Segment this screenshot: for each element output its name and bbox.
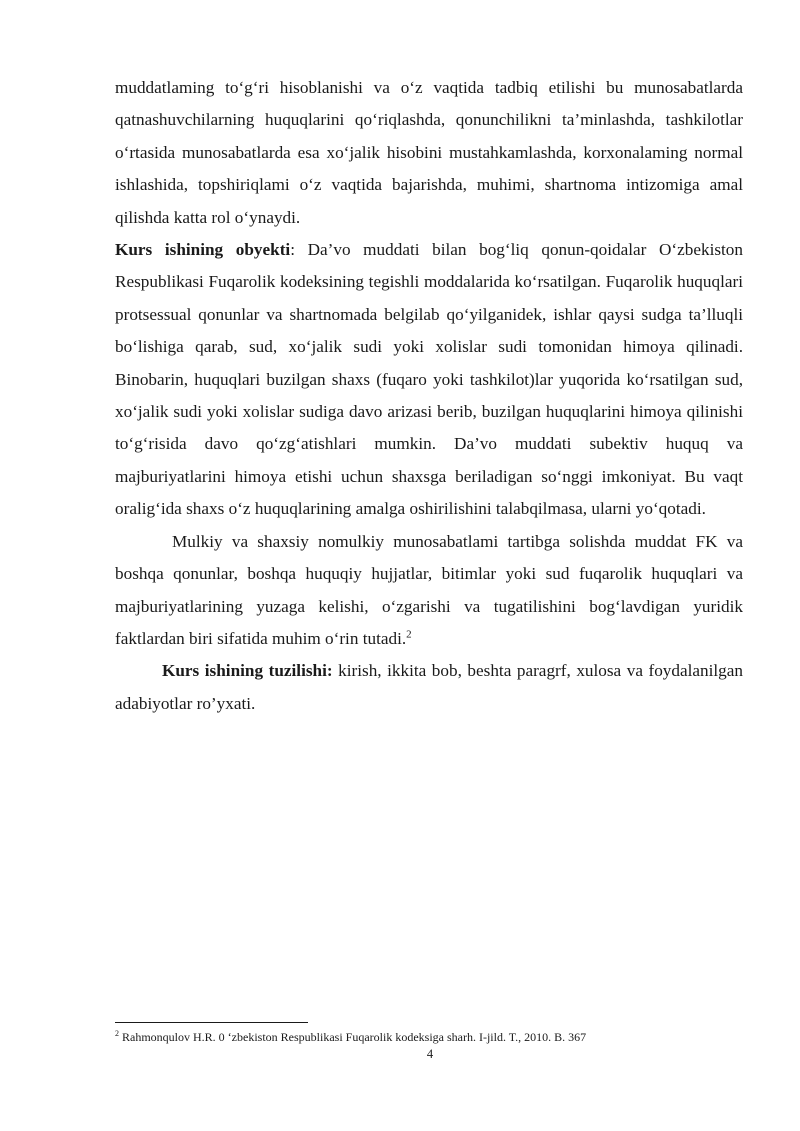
footnote-reference: 2 (406, 628, 412, 641)
footnote-divider (115, 1022, 308, 1023)
paragraph-3 (115, 526, 743, 656)
object-text: : Da’vo muddati bilan bog‘liq qonun-qoidalar O‘zbekiston Respublikasi Fuqarolik kodeksining tegishli moddalarida ko‘rsatilgan. Fuqarolik huquqlari protsessual qonunlar va shartnomada belgilab qo‘yilganidek, ishlar qaysi sudga ta’lluqli bo‘lishiga qarab, sud, xo‘jalik sudi yoki xolislar sudi tomonidan himoya qilinadi. Binobarin, huquqlari buzilgan shaxs (fuqaro yoki tashkilot)lar yuqorida ko‘rsatilgan sud, xo‘jalik sudi yoki xolislar sudiga davo arizasi berib, buzilgan huquqlarini himoya qilinishi to‘g‘risida davo qo‘zg‘atishlari mumkin. Da’vo muddati subektiv huquq va majburiyatlarini himoya etishi uchun shaxsga beriladigan so‘nggi imkoniyat. Bu vaqt oralig‘ida shaxs o‘z huquqlarining amalga oshirilishini talabqilmasa, ularni yo‘qotadi. (115, 240, 743, 519)
footnote-text: Rahmonqulov H.R. 0 ‘zbekiston Respublikasi Fuqarolik kodeksiga sharh. I-jild. T., 2010. B. 367 (119, 1030, 587, 1044)
paragraph-object (115, 234, 743, 526)
paragraph-1 (115, 72, 743, 234)
body-text (115, 72, 743, 720)
page-number: 4 (426, 1047, 434, 1061)
paragraph-1-text: muddatlaming to‘g‘ri hisoblanishi va o‘z vaqtida tadbiq etilishi bu munosabatlarda qatnashuvchilarning huquqlarini qo‘riqlashda, qonunchilikni ta’minlashda, tashkilotlar o‘rtasida munosabatlarda esa xo‘jalik hisobini mustahkamlashda, korxonalaming normal ishlashida, topshiriqlami o‘z vaqtida bajarishda, muhimi, shartnoma intizomiga amal qilishda katta rol o‘ynaydi. (115, 78, 743, 227)
structure-heading: Kurs ishining tuzilishi: (162, 661, 333, 681)
footnote (115, 1030, 743, 1045)
structure-text: kirish, ikkita bob, beshta paragrf, xulosa va foydalanilgan adabiyotlar ro’yxati. (115, 661, 743, 713)
footnote-marker: 2 (115, 1029, 119, 1038)
object-heading: Kurs ishining obyekti (115, 240, 291, 260)
paragraph-structure (115, 655, 743, 720)
paragraph-3-text: Mulkiy va shaxsiy nomulkiy munosabatlami tartibga solishda muddat FK va boshqa qonunlar, boshqa huquqiy hujjatlar, bitimlar yoki sud fuqarolik huquqlari va majburiyatlarining yuzaga kelishi, o‘zgarishi va tugatilishini bog‘lavdigan yuridik faktlardan biri sifatida muhim o‘rin tutadi. (115, 531, 743, 648)
